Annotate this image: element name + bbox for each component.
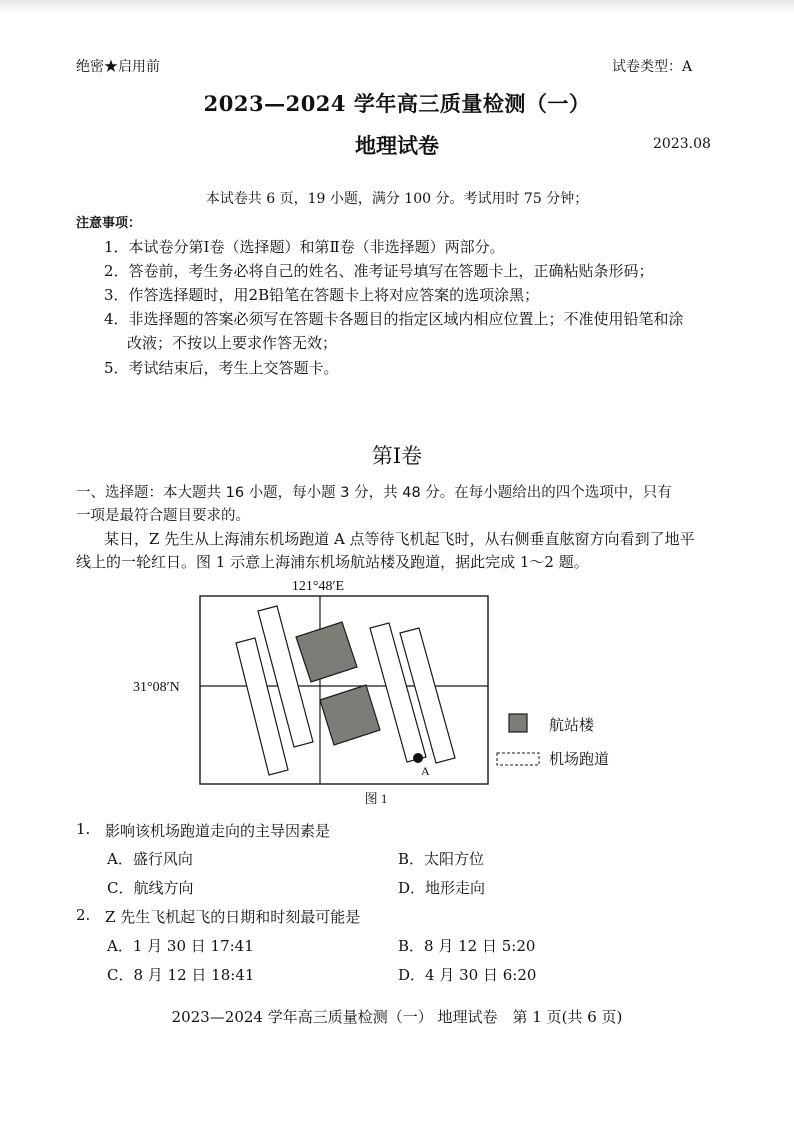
question-number: 2.	[76, 906, 91, 924]
section-heading: 第Ⅰ卷	[371, 444, 423, 468]
legend-terminal-label: 航站楼	[549, 718, 595, 734]
airport-map-figure	[0, 570, 794, 810]
exam-title: 2023—2024 学年高三质量检测（一）	[203, 91, 591, 116]
notice-item: 4．非选择题的答案必须写在答题卡各题目的指定区域内相应位置上；不准使用铅笔和涂	[104, 310, 684, 328]
longitude-label: 121°48′E	[291, 579, 345, 594]
option-d: D．4 月 30 日 6:20	[398, 966, 537, 984]
figure-caption: 图 1	[364, 791, 388, 806]
legend-terminal-swatch	[509, 714, 527, 732]
paper-type-label: 试卷类型：A	[612, 59, 693, 75]
legend-runway-swatch	[497, 753, 539, 765]
question-stem-line2: 线上的一轮红日。图 1 示意上海浦东机场航站楼及跑道，据此完成 1～2 题。	[76, 553, 589, 571]
question-number: 1.	[76, 820, 91, 838]
terminal-building	[296, 622, 357, 682]
latitude-label: 31°08′N	[133, 680, 180, 695]
option-b: B．太阳方位	[398, 850, 485, 868]
question-text: 影响该机场跑道走向的主导因素是	[105, 822, 331, 840]
question-text: Z 先生飞机起飞的日期和时刻最可能是	[105, 908, 361, 926]
exam-intro: 本试卷共 6 页，19 小题，满分 100 分。考试用时 75 分钟；	[205, 191, 589, 207]
notice-item-continued: 改液；不按以上要求作答无效；	[127, 334, 338, 352]
option-b: B．8 月 12 日 5:20	[398, 937, 536, 955]
option-c: C．航线方向	[107, 879, 194, 897]
option-a: A．盛行风向	[107, 850, 193, 868]
legend-runway-label: 机场跑道	[549, 752, 610, 768]
subject-title: 地理试卷	[355, 133, 439, 158]
choice-instructions-line2: 一项是最符合题目要求的。	[76, 508, 250, 524]
choice-instructions-line1: 一、选择题：本大题共 16 小题，每小题 3 分，共 48 分。在每小题给出的四个选项中，只有	[76, 485, 672, 501]
notice-item: 3．作答选择题时，用2B铅笔在答题卡上将对应答案的选项涂黑；	[104, 286, 540, 304]
scan-edge-shadow	[0, 0, 794, 14]
terminal-building	[320, 685, 380, 745]
question-stem-line1: 某日，Z 先生从上海浦东机场跑道 A 点等待飞机起飞时，从右侧垂直舷窗方向看到了地平	[104, 530, 695, 548]
notice-heading: 注意事项：	[76, 216, 142, 231]
notice-item: 1．本试卷分第Ⅰ卷（选择题）和第Ⅱ卷（非选择题）两部分。	[104, 238, 505, 256]
notice-item: 2．答卷前，考生务必将自己的姓名、准考证号填写在答题卡上，正确粘贴条形码；	[104, 262, 654, 280]
option-d: D．地形走向	[398, 879, 486, 897]
exam-date: 2023.08	[653, 136, 711, 152]
page-footer: 2023—2024 学年高三质量检测（一） 地理试卷 第 1 页(共 6 页)	[171, 1008, 623, 1026]
point-a-marker	[413, 753, 423, 763]
notice-item: 5．考试结束后，考生上交答题卡。	[104, 359, 339, 377]
option-c: C．8 月 12 日 18:41	[107, 966, 255, 984]
point-a-label: A	[421, 764, 430, 778]
secrecy-label: 绝密★启用前	[76, 59, 160, 75]
option-a: A．1 月 30 日 17:41	[107, 937, 254, 955]
